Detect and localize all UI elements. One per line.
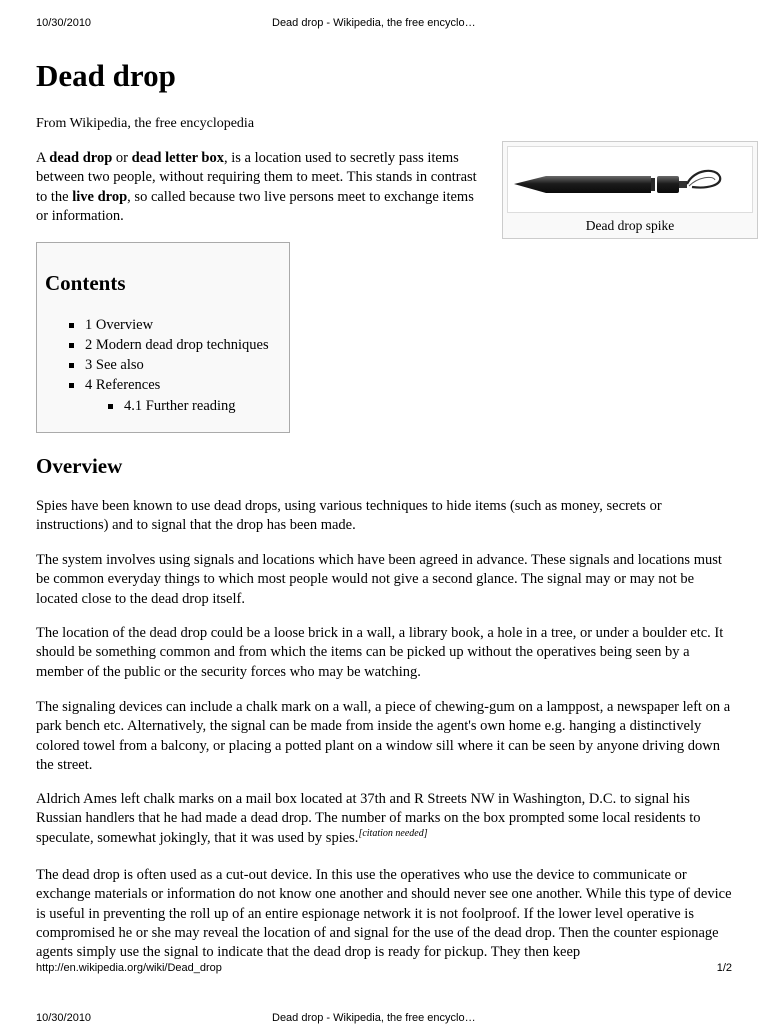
toc-item-modern-techniques[interactable]: 2 Modern dead drop techniques — [85, 337, 269, 353]
toc-item-references[interactable]: 4 References — [85, 377, 161, 393]
print-url: http://en.wikipedia.org/wiki/Dead_drop — [36, 962, 222, 974]
toc-item-see-also[interactable]: 3 See also — [85, 357, 144, 373]
image-frame[interactable] — [507, 146, 753, 213]
overview-paragraph-6: The dead drop is often used as a cut-out device. In this use the operatives who use the device to communicate or exchange materials or information do not know one another and should never see one another. While this type of device is useful in preventing the roll up of an entire espionage network it is not foolproof. If the lower level operative is compromised he or she may reveal the location of and signal for the use of the dead drop. Then the counter espionage agents simply use the signal to indicate that the dead drop is ready for pickup. They then keep — [36, 867, 732, 960]
print-footer — [0, 962, 768, 978]
overview-paragraph-2: The system involves using signals and locations which have been agreed in advance. These signals and locations must be common everyday things to which most people would not give a second glance. The signal may or may not be located close to the dead drop itself. — [36, 552, 722, 607]
toc-item-overview[interactable]: 1 Overview — [85, 317, 154, 333]
intro-paragraph — [36, 149, 488, 226]
image-caption: Dead drop spike — [585, 218, 675, 233]
citation-bracket: [ — [358, 827, 363, 839]
toc-item-further-reading[interactable]: 4.1 Further reading — [124, 398, 236, 414]
paragraph-text: Aldrich Ames left chalk marks on a mail box located at 37th and R Streets NW in Washington, D.C. to signal his Russian handlers that he had made a dead drop. The number of marks on the box prompted some local residents to speculate, somewhat jokingly, that it was used by spies. — [36, 791, 701, 846]
print-date: 10/30/2010 — [36, 17, 92, 29]
print-date: 10/30/2010 — [36, 1012, 92, 1024]
overview-paragraph-5 — [36, 790, 736, 848]
term-dead-letter-box: dead letter box — [131, 150, 225, 166]
next-page-header — [0, 1012, 768, 1028]
intro-text: , so called because two live persons meet to exchange items or information. — [36, 188, 474, 224]
term-dead-drop: dead drop — [49, 150, 113, 166]
image-thumbnail — [502, 141, 758, 239]
table-of-contents — [36, 242, 290, 433]
overview-paragraph-1: Spies have been known to use dead drops, using various techniques to hide items (such as money, secrets or instructions) and to signal that the drop has been made. — [36, 498, 662, 534]
dead-drop-spike-icon — [508, 147, 752, 212]
citation-bracket: ] — [423, 827, 428, 839]
citation-needed-link[interactable] — [358, 828, 427, 839]
overview-paragraph-3: The location of the dead drop could be a loose brick in a wall, a library book, a hole in a tree, or under a boulder etc. It should be something common and from which the items can be picked up without the operatives being seen by a member of the public or the security forces who may be watching. — [36, 625, 724, 680]
section-heading-overview: Overview — [36, 454, 123, 478]
overview-paragraph-4: The signaling devices can include a chalk mark on a wall, a piece of chewing-gum on a lamppost, a newspaper left on a park bench etc. Alternatively, the signal can be made from inside the agent's own home e.g. hanging a distinctively colored towel from a balcony, or placing a potted plant on a window sill where it can be seen by anyone driving down the street. — [36, 699, 731, 773]
print-page-number: 1/2 — [716, 962, 732, 974]
print-title: Dead drop - Wikipedia, the free encyclo… — [272, 17, 476, 29]
toc-title: Contents — [45, 271, 126, 295]
print-title: Dead drop - Wikipedia, the free encyclo… — [272, 1012, 476, 1024]
site-tagline: From Wikipedia, the free encyclopedia — [36, 116, 255, 131]
intro-text: A — [36, 150, 50, 166]
term-live-drop: live drop — [72, 188, 128, 205]
page-title: Dead drop — [36, 58, 176, 93]
intro-text: or — [112, 150, 132, 166]
intro-text: , is a location used to secretly pass items between two people, without requiring them to meet. This stands in contrast to the — [36, 150, 477, 205]
citation-needed-text: citation needed — [362, 827, 424, 839]
